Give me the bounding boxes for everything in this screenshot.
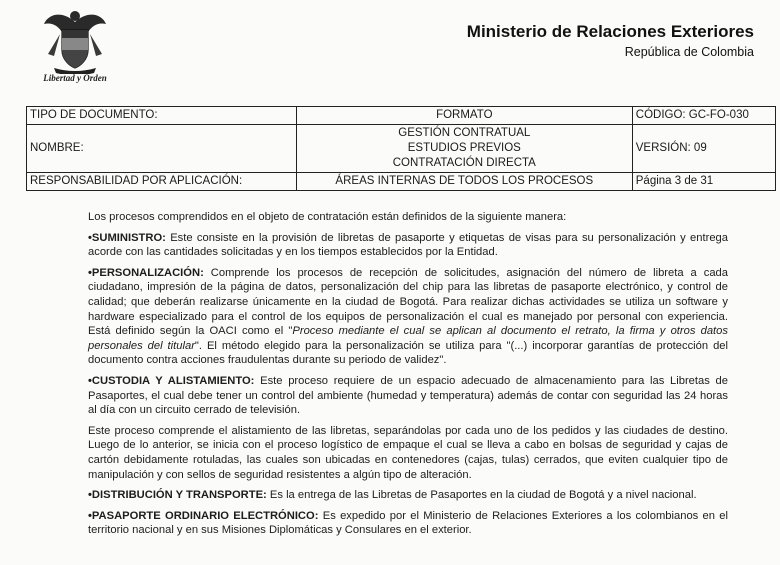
custodia-paragraph — [88, 374, 728, 418]
nombre-line-2: ESTUDIOS PREVIOS — [407, 142, 521, 154]
personalizacion-paragraph — [88, 266, 728, 368]
table-row — [27, 125, 776, 173]
alistamiento-paragraph: Este proceso comprende el alistamiento de las libretas, separándolas por cada uno de los pedidos y las ciudades de destino. Luego de lo anterior, se inicia con el proceso logístico de empaque el cual se lleva a cabo en bolsas de seguridad y cajas de cartón debidamente rotuladas, las cuales son ubicadas en contenedores (cajas, tulas) cerrados, que eviten cualquier tipo de manipulación y con sellos de seguridad resistentes a algún tipo de alteración. — [88, 424, 728, 481]
document-info-table — [26, 106, 776, 191]
personalizacion-quote: Proceso mediante el cual se aplican al documento el retrato, la firma y otros datos personales del titular — [88, 325, 728, 352]
suministro-text: Este consiste en la provisión de libretas de pasaporte y etiquetas de visas para su personalización y entrega acorde con las cantidades solicitadas y en los tiempos establecidos por la Entidad. — [88, 231, 728, 259]
nombre-value — [296, 125, 632, 173]
pasaporte-title: •PASAPORTE ORDINARIO ELECTRÓNICO: — [88, 509, 319, 522]
distribucion-paragraph — [88, 488, 728, 503]
country-name: República de Colombia — [624, 45, 754, 59]
pagina-cell: Página 3 de 31 — [632, 173, 775, 191]
responsabilidad-value: ÁREAS INTERNAS DE TODOS LOS PROCESOS — [296, 173, 632, 191]
nombre-line-3: CONTRATACIÓN DIRECTA — [392, 157, 536, 169]
distribucion-text: Es la entrega de las Libretas de Pasaportes en la ciudad de Bogotá y a nivel nacional. — [266, 489, 697, 502]
custodia-title: •CUSTODIA Y ALISTAMIENTO: — [88, 374, 255, 387]
version-cell: VERSIÓN: 09 — [632, 125, 775, 173]
tipo-value: FORMATO — [296, 107, 632, 125]
nombre-line-1: GESTIÓN CONTRATUAL — [398, 127, 531, 139]
personalizacion-text-a: Comprende los procesos de recepción de solicitudes, asignación del número de libreta a cada ciudadano, impresión de la página de datos, personalización del chip para las libretas de pasaporte electrónico, y control de calidad; que deberán realizarse únicamente en la ciudad de Bogotá. Para realizar dichas actividades se utiliza un software y hardware especializado para el control de los equipos de personalización el cual es manejado por personal con experiencia. Está definido según la OACI como el " — [88, 266, 728, 338]
ministry-header — [467, 22, 754, 60]
custodia-text: Este proceso requiere de un espacio adecuado de almacenamiento para las Libretas de Pasaportes, el cual debe tener un control del ambiente (humedad y temperatura) además de contar con seguridad las 24 horas al día con un circuito cerrado de televisión. — [88, 374, 728, 417]
distribucion-title: •DISTRIBUCIÓN Y TRANSPORTE: — [88, 489, 267, 502]
personalizacion-title: •PERSONALIZACIÓN: — [88, 266, 204, 279]
coat-of-arms-logo — [40, 4, 110, 84]
suministro-paragraph — [88, 231, 728, 260]
pasaporte-text: Es expedido por el Ministerio de Relaciones Exteriores a los colombianos en el territorio nacional y en sus Misiones Diplomáticas y Consulares en el exterior. — [88, 509, 728, 537]
nombre-label: NOMBRE: — [27, 125, 297, 173]
table-row — [27, 173, 776, 191]
responsabilidad-label: RESPONSABILIDAD POR APLICACIÓN: — [27, 173, 297, 191]
motto-text: Libertad y Orden — [43, 73, 107, 83]
codigo-cell: CÓDIGO: GC-FO-030 — [632, 107, 775, 125]
intro-paragraph: Los procesos comprendidos en el objeto de contratación están definidos de la siguiente manera: — [88, 211, 567, 223]
document-body — [88, 210, 728, 544]
ministry-name: Ministerio de Relaciones Exteriores — [466, 22, 754, 41]
suministro-title: •SUMINISTRO: — [88, 231, 166, 244]
table-row — [27, 107, 776, 125]
personalizacion-text-b: ". El método elegido para la personalización se utiliza para "(...) incorporar garantías de protección del documento contra acciones fraudulentas durante su periodo de validez". — [88, 339, 728, 367]
pasaporte-paragraph — [88, 509, 728, 538]
tipo-label: TIPO DE DOCUMENTO: — [27, 107, 297, 125]
